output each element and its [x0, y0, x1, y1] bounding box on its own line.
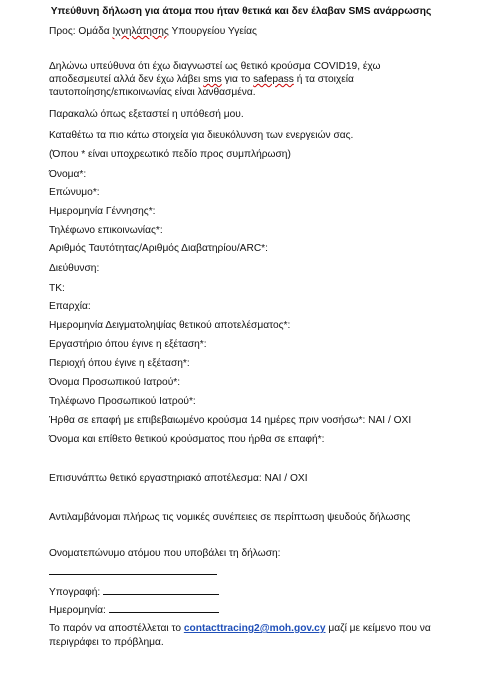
field-test-area: Περιοχή όπου έγινε η εξέταση*:: [49, 358, 190, 369]
safepass-word: safepass: [253, 74, 294, 85]
date-blank-line[interactable]: [109, 602, 219, 613]
field-district: Επαρχία:: [49, 301, 91, 312]
field-sample-date: Ημερομηνία Δειγματοληψίας θετικού αποτελέσματος*:: [49, 320, 291, 331]
signature-label: Υπογραφή:: [49, 587, 104, 598]
footer-line-2: περιγράφει το πρόβλημα.: [49, 637, 164, 648]
field-contact-name: Όνομα και επίθετο θετικού κρούσματος που ήρθα σε επαφή*:: [49, 434, 325, 445]
recipient-prefix: Προς: Ομάδα: [49, 26, 113, 37]
date-row: [49, 602, 219, 617]
recipient-team: Ιχνηλάτησης: [112, 26, 169, 37]
field-doctor-phone: Τηλέφωνο Προσωπικού Ιατρού*:: [49, 396, 196, 407]
request-line: Παρακαλώ όπως εξεταστεί η υπόθεσή μου.: [49, 109, 244, 120]
signature-row: [49, 584, 219, 599]
field-phone: Τηλέφωνο επικοινωνίας*:: [49, 225, 163, 236]
intro-line-2: [49, 73, 354, 86]
field-contact-question: Ήρθα σε επαφή με επιβεβαιωμένο κρούσμα 14 ημέρες πριν νοσήσω*: ΝΑΙ / ΟΧΙ: [49, 415, 412, 426]
field-birth-date: Ημερομηνία Γέννησης*:: [49, 206, 156, 217]
attach-result-line: Επισυνάπτω θετικό εργαστηριακό αποτέλεσμα: ΝΑΙ / ΟΧΙ: [49, 473, 308, 484]
submit-note: Καταθέτω τα πιο κάτω στοιχεία για διευκόλυνση των ενεργειών σας.: [49, 130, 354, 141]
field-last-name: Επώνυμο*:: [49, 187, 100, 198]
footer-line-1: [49, 622, 431, 635]
document-title: Υπεύθυνη δήλωση για άτομα που ήταν θετικά και δεν έλαβαν SMS ανάρρωσης: [50, 6, 432, 17]
intro-text: ή τα στοιχεία: [293, 74, 354, 85]
signatory-blank-line[interactable]: [49, 574, 217, 575]
recipient-suffix: Υπουργείου Υγείας: [168, 26, 257, 37]
footer-suffix: μαζί με κείμενο που να: [325, 623, 431, 634]
field-laboratory: Εργαστήριο όπου έγινε η εξέταση*:: [49, 339, 207, 350]
field-doctor-name: Όνομα Προσωπικού Ιατρού*:: [49, 377, 181, 388]
field-first-name: Όνομα*:: [49, 169, 87, 180]
intro-line-1: Δηλώνω υπεύθυνα ότι έχω διαγνωστεί ως θετικό κρούσμα COVID19, έχω: [49, 61, 381, 72]
field-postcode: ΤΚ:: [49, 283, 65, 294]
email-link[interactable]: contacttracing2@moh.gov.cy: [183, 623, 326, 634]
legal-statement: Αντιλαμβάνομαι πλήρως τις νομικές συνέπειες σε περίπτωση ψευδούς δήλωσης: [49, 512, 411, 523]
intro-text: για το: [221, 74, 254, 85]
intro-text: αποδεσμευτεί αλλά δεν έχω λάβει: [49, 74, 204, 85]
date-label: Ημερομηνία:: [49, 605, 109, 616]
required-note: (Όπου * είναι υποχρεωτικό πεδίο προς συμπλήρωση): [49, 149, 291, 160]
field-address: Διεύθυνση:: [49, 263, 100, 274]
recipient-line: [49, 25, 257, 38]
sms-word: sms: [203, 74, 222, 85]
field-id-number: Αριθμός Ταυτότητας/Αριθμός Διαβατηρίου/ARC*:: [49, 243, 268, 254]
signature-blank-line[interactable]: [103, 584, 219, 595]
footer-prefix: Το παρόν να αποστέλλεται το: [49, 623, 184, 634]
intro-line-3: ταυτοποίησης/επικοινωνίας είναι λανθασμένα.: [49, 87, 256, 98]
signatory-label: Ονοματεπώνυμο ατόμου που υποβάλει τη δήλωση:: [49, 548, 281, 559]
